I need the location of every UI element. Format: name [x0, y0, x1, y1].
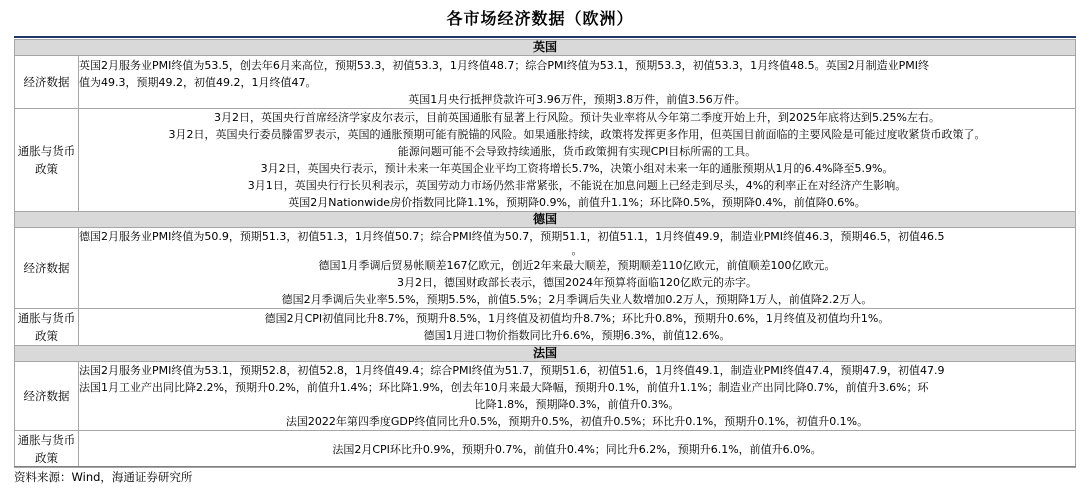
de-policy-cell	[79, 309, 1076, 346]
fr-policy-cell	[79, 431, 1076, 468]
fr-econ-line: 法国2022年第四季度GDP终值同比升0.5%，预期升0.5%，初值升0.5%；环比升0.1%，预期升0.1%，初值升0.1%。	[285, 415, 869, 428]
de-policy-row	[15, 309, 1076, 346]
de-econ-line: 德国2月季调后失业率5.5%，预期5.5%，前值5.5%；2月季调后失业人数增加0.2万人，预期降1万人，前值降2.2万人。	[281, 293, 873, 306]
uk-policy-line: 3月1日，英国央行行长贝利表示，英国劳动力市场仍然非常紧张，不能说在加息问题上已经走到尽头，4%的利率正在对经济产生影响。	[247, 179, 907, 192]
de-policy-line: 德国1月进口物价指数同比升6.6%，预期6.3%，前值12.6%。	[423, 329, 731, 342]
uk-econ-line: 英国2月服务业PMI终值为53.5，创去年6月来高位，预期53.3，初值53.3，1月终值48.7；综合PMI终值为53.1，预期53.3，初值53.3，1月终值48.5。英国2月制造业PMI终	[79, 58, 930, 72]
uk-header-row	[15, 40, 1076, 56]
fr-policy-line: 法国2月CPI环比升0.9%，预期升0.7%，前值升0.4%；同比升6.2%，预期升6.1%，前值升6.0%。	[332, 442, 822, 456]
uk-policy-row	[15, 109, 1076, 212]
fr-econ-line: 比降1.8%，预期降0.3%，前值升0.3%。	[474, 398, 680, 411]
de-header: 德国	[15, 212, 1076, 228]
uk-policy-line: 英国2月Nationwide房价指数同比降1.1%，预期降0.9%，前值升1.1%；环比降0.5%，预期降0.4%，前值降0.6%。	[288, 196, 866, 209]
table-bottom-rule	[14, 466, 1076, 467]
uk-policy-line: 3月2日，英国央行委员滕雷罗表示，英国的通胀预期可能有脱锚的风险。如果通胀持续，政策将发挥更多作用，但英国目前面临的主要风险是可能过度收紧货币政策了。	[168, 128, 986, 141]
de-econ-cell	[79, 228, 1076, 309]
title-underline	[14, 36, 1076, 38]
de-header-row	[15, 212, 1076, 228]
uk-policy-label: 通胀与货币政策	[15, 109, 79, 212]
fr-econ-label: 经济数据	[15, 362, 79, 431]
de-econ-row	[15, 228, 1076, 309]
de-policy-label: 通胀与货币政策	[15, 309, 79, 346]
fr-policy-row	[15, 431, 1076, 468]
uk-header: 英国	[15, 40, 1076, 56]
fr-econ-row	[15, 362, 1076, 431]
page-title: 各市场经济数据（欧洲）	[446, 8, 634, 28]
uk-econ-row	[15, 56, 1076, 109]
de-econ-line: 德国2月服务业PMI终值为50.9，预期51.3，初值51.3，1月终值50.7；综合PMI终值为50.7，预期51.1，初值51.1，1月终值49.9，制造业PMI终值46.3，预期46.5，初值46.5	[79, 230, 945, 243]
fr-econ-cell	[79, 362, 1076, 431]
fr-header-row	[15, 346, 1076, 362]
de-econ-line: 3月2日，德国财政部长表示，德国2024年预算将面临120亿欧元的赤字。	[397, 276, 757, 289]
fr-policy-label: 通胀与货币政策	[15, 431, 79, 468]
uk-econ-line: 英国1月央行抵押贷款许可3.96万件，预期3.8万件，前值3.56万件。	[408, 92, 746, 106]
source-note: 资料来源：Wind，海通证券研究所	[14, 470, 193, 484]
de-econ-line: 德国1月季调后贸易帐顺差167亿欧元，创近2年来最大顺差，预期顺差110亿欧元，前值顺差100亿欧元。	[318, 259, 836, 272]
de-econ-label: 经济数据	[15, 228, 79, 309]
uk-econ-cell	[79, 56, 1076, 109]
uk-econ-label: 经济数据	[15, 56, 79, 109]
uk-policy-line: 3月2日，英国央行首席经济学家皮尔表示，目前英国通胀有显著上行风险。预计失业率将从今年第二季度开始上升，到2025年底将达到5.25%左右。	[214, 111, 940, 124]
fr-econ-line: 法国2月服务业PMI终值为53.1，预期52.8，初值52.8，1月终值49.4；综合PMI终值为51.7，预期51.6，初值51.6，1月终值49.1，制造业PMI终值47.4，预期47.9，初值47.9	[79, 364, 945, 377]
uk-policy-cell	[79, 109, 1076, 212]
uk-policy-line: 3月2日，英国央行表示，预计未来一年英国企业平均工资将增长5.7%，决策小组对未来一年的通胀预期从1月的6.4%降至5.9%。	[260, 162, 894, 175]
europe-data-table	[14, 39, 1076, 468]
uk-econ-line: 值为49.3，预期49.2，初值49.2，1月终值47。	[79, 75, 317, 89]
de-econ-line: 。	[571, 245, 583, 257]
uk-policy-line: 能源问题可能不会导致持续通胀，货币政策拥有实现CPI目标所需的工具。	[397, 145, 757, 158]
de-policy-line: 德国2月CPI初值同比升8.7%，预期升8.5%，1月终值及初值均升8.7%；环比升0.8%，预期升0.6%，1月终值及初值均升1%。	[264, 312, 890, 325]
fr-econ-line: 法国1月工业产出同比降2.2%，预期升0.2%，前值升1.4%；环比降1.9%，创去年10月来最大降幅，预期升0.1%，前值升1.1%；制造业产出同比降0.7%，前值升3.6%；环	[79, 381, 929, 394]
fr-header: 法国	[15, 346, 1076, 362]
